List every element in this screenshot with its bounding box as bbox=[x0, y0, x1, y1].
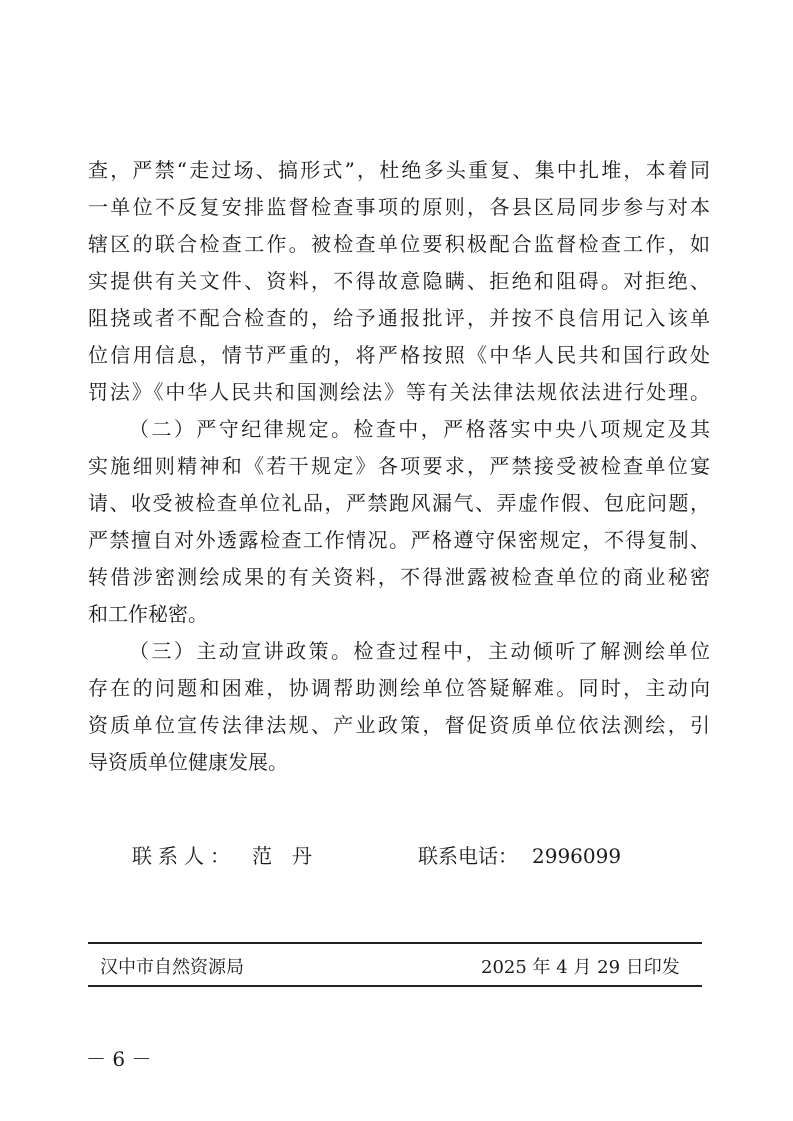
text-line: 请、收受被检查单位礼品，严禁跑风漏气、弄虚作假、包庇问题， bbox=[88, 491, 710, 515]
text-line: 实施细则精神和《若干规定》各项要求，严禁接受被检查单位宴 bbox=[88, 454, 710, 478]
footer-bottom-rule bbox=[88, 985, 702, 987]
text-line: 查，严禁“走过场、搞形式”，杜绝多头重复、集中扎堆，本着同 bbox=[88, 158, 710, 182]
issuer-name: 汉中市自然资源局 bbox=[100, 957, 244, 978]
text-line: 位信用信息，情节严重的，将严格按照《中华人民共和国行政处 bbox=[88, 343, 710, 367]
section-heading-line: （二）严守纪律规定。检查中，严格落实中央八项规定及其 bbox=[129, 417, 710, 441]
contact-person-label: 联系人： bbox=[132, 844, 236, 868]
contact-phone-label: 联系电话： bbox=[418, 844, 518, 868]
text-line: 转借涉密测绘成果的有关资料，不得泄露被检查单位的商业秘密 bbox=[88, 565, 710, 589]
section-heading-line: （三）主动宣讲政策。检查过程中，主动倾听了解测绘单位 bbox=[129, 639, 710, 663]
footer-top-rule bbox=[88, 942, 702, 944]
text-line: 一单位不反复安排监督检查事项的原则，各县区局同步参与对本 bbox=[88, 195, 710, 219]
text-line: 辖区的联合检查工作。被检查单位要积极配合监督检查工作，如 bbox=[88, 232, 710, 256]
page-number: － 6 － bbox=[86, 1047, 152, 1071]
text-line: 资质单位宣传法律法规、产业政策，督促资质单位依法测绘，引 bbox=[88, 713, 710, 737]
text-line: 阻挠或者不配合检查的，给予通报批评，并按不良信用记入该单 bbox=[88, 306, 710, 330]
text-line: 严禁擅自对外透露检查工作情况。严格遵守保密规定，不得复制、 bbox=[88, 528, 710, 552]
contact-person-name: 范 丹 bbox=[252, 844, 312, 868]
text-line: 和工作秘密。 bbox=[88, 602, 208, 626]
text-line: 导资质单位健康发展。 bbox=[88, 750, 288, 774]
text-line: 实提供有关文件、资料，不得故意隐瞒、拒绝和阻碍。对拒绝、 bbox=[88, 269, 710, 293]
text-line: 罚法》《中华人民共和国测绘法》等有关法律法规依法进行处理。 bbox=[88, 380, 710, 404]
issue-date: 2025 年 4 月 29 日印发 bbox=[481, 957, 680, 978]
contact-phone-number: 2996099 bbox=[532, 844, 622, 868]
text-line: 存在的问题和困难，协调帮助测绘单位答疑解难。同时，主动向 bbox=[88, 676, 710, 700]
